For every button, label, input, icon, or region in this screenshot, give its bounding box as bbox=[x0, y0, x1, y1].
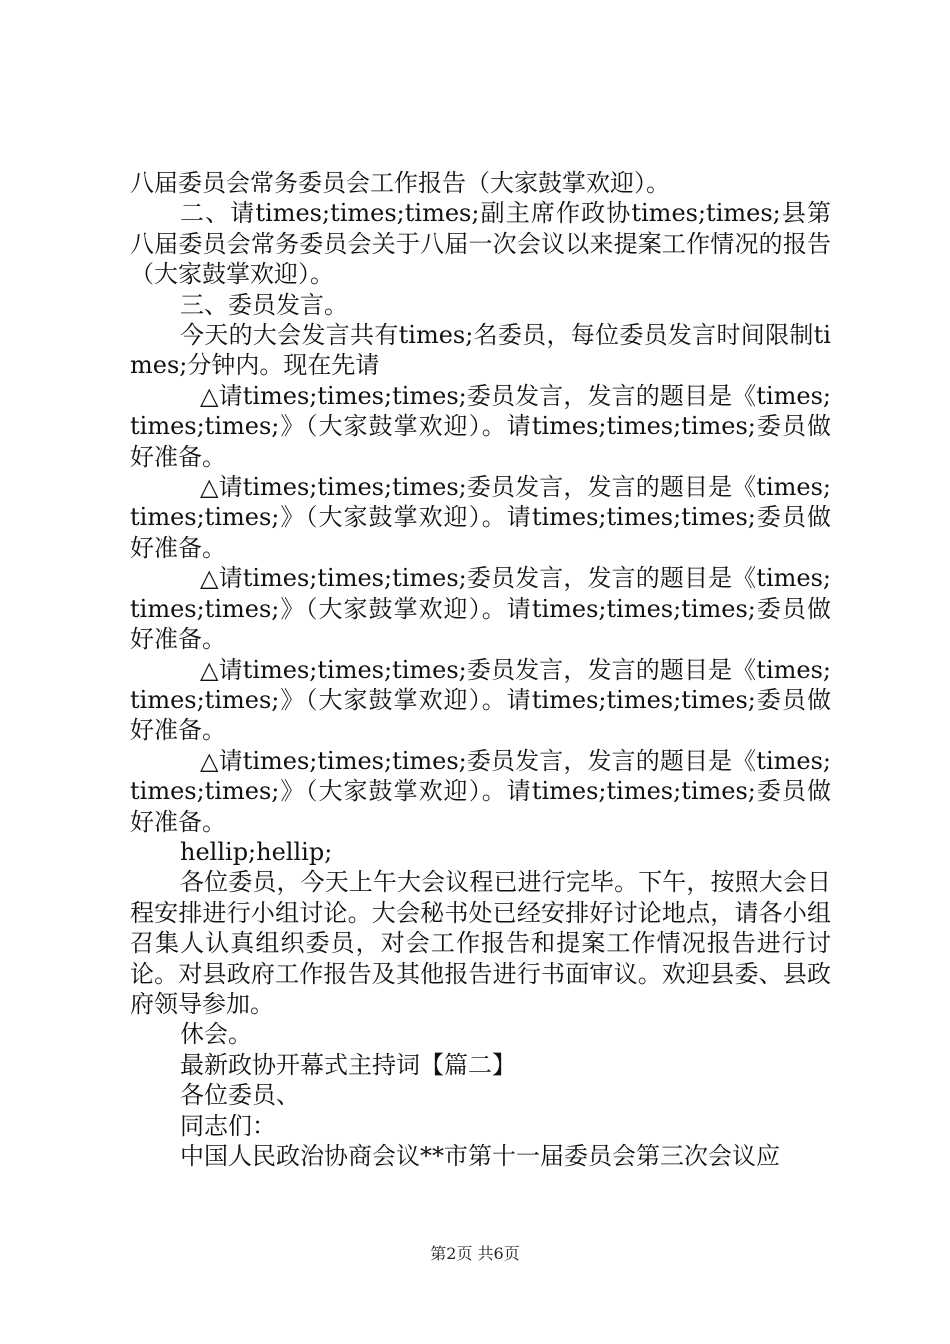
paragraph-adjourn: 休会。 bbox=[180, 1020, 252, 1049]
section-heading: 最新政协开幕式主持词【篇二】 bbox=[180, 1050, 516, 1079]
paragraph-item-three: 三、委员发言。 bbox=[180, 290, 348, 319]
paragraph-salutation-2: 同志们： bbox=[180, 1111, 276, 1140]
paragraph-speaker-5: △请times;times;times;委员发言，发言的题目是《times;times;times;》（大家鼓掌欢迎）。请times;times;times;委员做好准备。 bbox=[130, 746, 831, 836]
paragraph-speaker-2: △请times;times;times;委员发言，发言的题目是《times;times;times;》（大家鼓掌欢迎）。请times;times;times;委员做好准备。 bbox=[130, 473, 831, 562]
paragraph-salutation-1: 各位委员、 bbox=[180, 1081, 300, 1110]
document-body bbox=[130, 168, 831, 1171]
paragraph-closing-remarks: 各位委员，今天上午大会议程已进行完毕。下午，按照大会日程安排进行小组讨论。大会秘书处已经安排好讨论地点，请各小组召集人认真组织委员，对会工作报告和提案工作情况报告进行讨论。对县政府工作报告及其他报告进行书面审议。欢迎县委、县政府领导参加。 bbox=[130, 868, 831, 1018]
paragraph-item-two: 二、请times;times;times;副主席作政协times;times;县第八届委员会常务委员会关于八届一次会议以来提案工作情况的报告（大家鼓掌欢迎）。 bbox=[130, 199, 831, 289]
paragraph-ellipsis: hellip;hellip; bbox=[180, 837, 333, 866]
paragraph-speaker-4: △请times;times;times;委员发言，发言的题目是《times;times;times;》（大家鼓掌欢迎）。请times;times;times;委员做好准备。 bbox=[130, 655, 831, 745]
paragraph-speech-intro: 今天的大会发言共有times;名委员，每位委员发言时间限制times;分钟内。现在先请 bbox=[130, 321, 831, 380]
paragraph-continuation: 八届委员会常务委员会工作报告（大家鼓掌欢迎）。 bbox=[130, 169, 670, 197]
page-footer: 第2页 共6页 bbox=[430, 1244, 520, 1263]
paragraph-speaker-3: △请times;times;times;委员发言，发言的题目是《times;times;times;》（大家鼓掌欢迎）。请times;times;times;委员做好准备。 bbox=[130, 564, 831, 654]
paragraph-speaker-1: △请times;times;times;委员发言，发言的题目是《times;times;times;》（大家鼓掌欢迎）。请times;times;times;委员做好准备。 bbox=[130, 381, 831, 471]
paragraph-opening: 中国人民政治协商会议**市第十一届委员会第三次会议应 bbox=[180, 1142, 780, 1170]
